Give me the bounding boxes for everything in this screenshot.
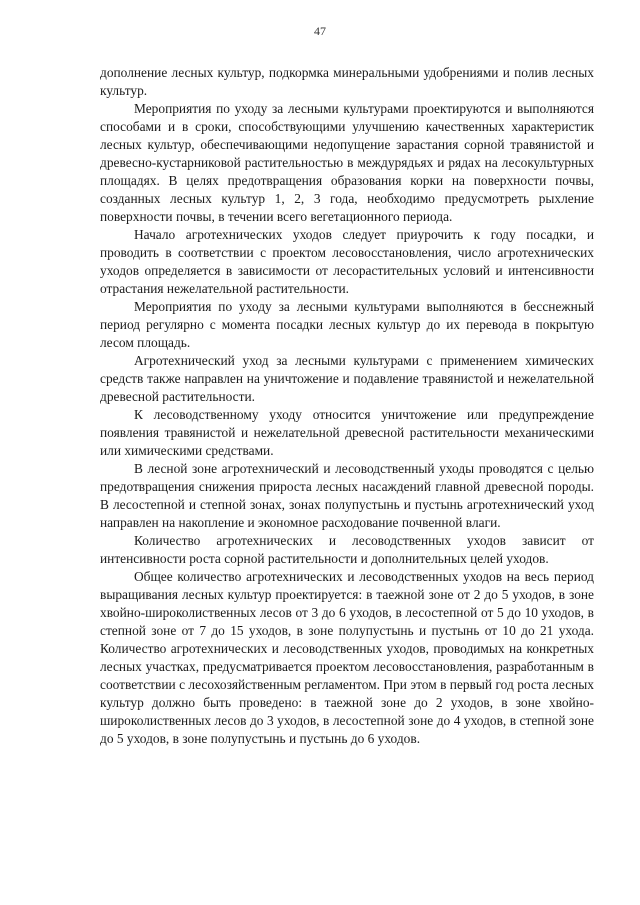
paragraph-snowless-period: Мероприятия по уходу за лесными культурами выполняются в бесснежный период регулярно с момента посадки лесных культур до их перевода в покрытую лесом площадь.: [100, 299, 594, 350]
paragraph-total-care-count: Общее количество агротехнических и лесоводственных уходов на весь период выращивания лесных культур проектируется: в таежной зоне от 2 до 5 уходов, в зоне хвойно-широколиственных лесов от 3 до 6 уходов, в лесостепной от 5 до 10 уходов, в степной зоне от 7 до 15 уходов, в зоне полупустынь и пустынь от 10 до 21 ухода. Количество агротехнических и лесоводственных уходов, проводимых на конкретных лесных участках, предусматривается проектом лесовосстановления, разработанным в соответствии с лесохозяйственным регламентом. При этом в первый год роста лесных культур должно быть проведено: в таежной зоне до 2 уходов, в зоне хвойно-широколиственных лесов до 3 уходов, в лесостепной зоне до 4 уходов, в степной зоне до 5 уходов, в зоне полупустынь и пустынь до 6 уходов.: [100, 569, 594, 746]
paragraph-agrotechnical-start: Начало агротехнических уходов следует приурочить к году посадки, и проводить в соответствии с проектом лесовосстановления, число агротехнических уходов определяется в зависимости от лесорастительных условий и интенсивности отрастания нежелательной растительности.: [100, 227, 594, 296]
paragraph-care-count: Количество агротехнических и лесоводственных уходов зависит от интенсивности роста сорной растительности и дополнительных целей уходов.: [100, 533, 594, 566]
paragraph-forest-zone: В лесной зоне агротехнический и лесоводственный уходы проводятся с целью предотвращения снижения прироста лесных насаждений главной древесной породы. В лесостепной и степной зонах, зонах полупустынь и пустынь агротехнический уход направлен на накопление и экономное расходование почвенной влаги.: [100, 461, 594, 530]
paragraph-continuation: дополнение лесных культур, подкормка минеральными удобрениями и полив лесных культур.: [100, 65, 594, 98]
page-number: 47: [314, 24, 326, 38]
document-body: [100, 64, 594, 748]
paragraph-chemical-care: Агротехнический уход за лесными культурами с применением химических средств также направлен на уничтожение и подавление травянистой и нежелательной древесной растительности.: [100, 353, 594, 404]
paragraph-care-measures: Мероприятия по уходу за лесными культурами проектируются и выполняются способами и в сроки, способствующими улучшению качественных характеристик лесных культур, обеспечивающими недопущение зарастания сорной травянистой и древесно-кустарниковой растительностью в междурядьях и рядах на лесокультурных площадях. В целях предотвращения образования корки на поверхности почвы, созданных лесных культур 1, 2, 3 года, необходимо предусмотреть рыхление поверхности почвы, в течении всего вегетационного периода.: [100, 101, 594, 224]
paragraph-silvicultural-care: К лесоводственному уходу относится уничтожение или предупреждение появления травянистой и нежелательной древесной растительности механическими или химическими средствами.: [100, 407, 594, 458]
